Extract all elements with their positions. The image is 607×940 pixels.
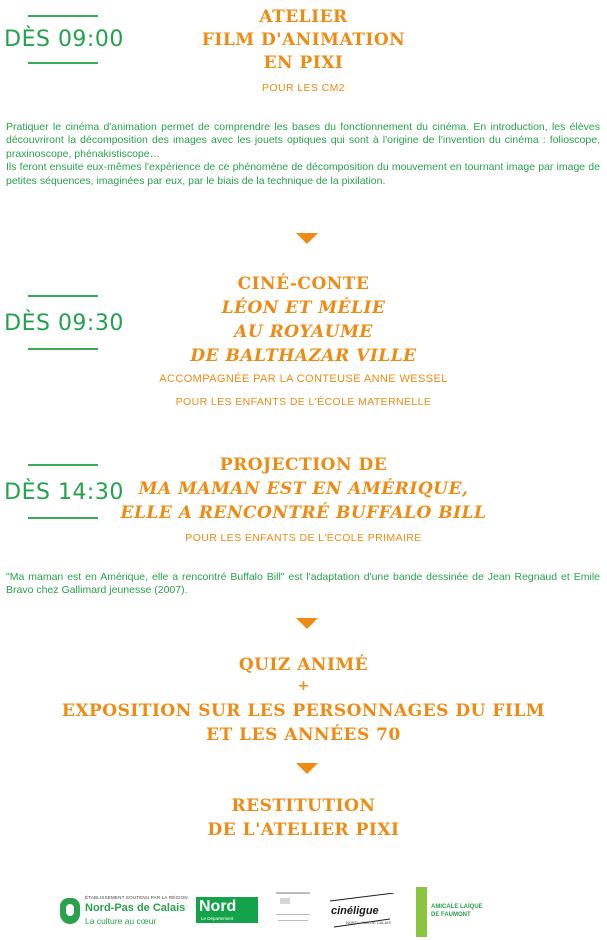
arrow-down-icon xyxy=(296,233,318,244)
exhibition-title: EXPOSITION SUR LES PERSONNAGES DU FILM xyxy=(61,701,546,721)
paragraph-text: Ils feront ensuite eux-mêmes l'expérience de ce phénomène de décomposition du mouvement en tournant image par image de petites séquences, imaginées par eux, par le biais de la technique de la pixilation. xyxy=(6,161,600,187)
exhibition-subtitle: ET LES ANNÉES 70 xyxy=(206,725,401,745)
audience-label: POUR LES ENFANTS DE L'ÉCOLE MATERNELLE xyxy=(175,396,432,408)
title-line: ELLE A RENCONTRÉ BUFFALO BILL xyxy=(120,503,487,523)
region-mark-icon xyxy=(60,898,80,924)
gov-bar xyxy=(276,892,310,894)
title-line: MA MAMAN EST EN AMÉRIQUE, xyxy=(138,479,469,499)
time-label: DÈS 09:00 xyxy=(4,27,124,52)
cineligue-logo xyxy=(328,893,396,929)
logo-name xyxy=(431,903,483,919)
logo-line: DE FAUMONT xyxy=(431,912,471,918)
title-line: EN PIXI xyxy=(263,53,344,73)
storyteller-label: ACCOMPAGNÉE PAR LA CONTEUSE ANNE WESSEL xyxy=(159,373,448,385)
restitution-subtitle: DE L'ATELIER PIXI xyxy=(207,820,400,840)
arrow-down-icon xyxy=(296,763,318,774)
nord-department-logo xyxy=(196,897,258,923)
audience-label: POUR LES ENFANTS DE L'ÉCOLE PRIMAIRE xyxy=(185,532,422,544)
gov-bar xyxy=(278,920,308,921)
arrow-down-icon xyxy=(296,618,318,629)
plus-sign: + xyxy=(297,678,310,694)
title-line: ATELIER xyxy=(259,7,348,27)
title-line: FILM D'ANIMATION xyxy=(201,30,406,50)
quiz-title: QUIZ ANIMÉ xyxy=(238,655,369,675)
title-line: PROJECTION DE xyxy=(219,455,388,475)
paragraph-text: Pratiquer le cinéma d'animation permet de comprendre les bases du fonctionnement du cinéma. En introduction, les élèves découvriront la décomposition des images avec les jouets optiques qui sont à l'origine de l'invention du cinéma : folioscope, praxinoscope, phénakistiscope… xyxy=(6,121,600,160)
logo-line: AMICALE LAÏQUE xyxy=(431,904,483,910)
session-title xyxy=(0,453,607,525)
government-logo xyxy=(276,890,310,928)
session-title xyxy=(0,6,607,75)
logo-sub: Le Département xyxy=(201,916,234,921)
amicale-laique-logo xyxy=(416,887,486,937)
description-paragraph xyxy=(6,121,600,188)
logo-small-text: ÉTABLISSEMENT SOUTENU PAR LA RÉGION xyxy=(85,895,188,900)
logo-name: cinéligue xyxy=(331,905,379,917)
audience-label: POUR LES CM2 xyxy=(262,82,345,94)
gov-flag-icon xyxy=(280,898,290,904)
session-title xyxy=(0,272,607,368)
restitution-title: RESTITUTION xyxy=(231,796,376,816)
logo-tagline: La culture au cœur xyxy=(85,916,157,926)
logo-sub: NORD · PAS DE CALAIS xyxy=(346,920,392,925)
title-line: LÉON ET MÉLIE xyxy=(221,298,386,318)
paragraph-text: "Ma maman est en Amérique, elle a rencontré Buffalo Bill" est l'adaptation d'une bande dessinée de Jean Regnaud et Emile Bravo chez Gallimard jeunesse (2007). xyxy=(6,571,600,597)
logo-name: Nord xyxy=(199,898,237,915)
title-line: CINÉ-CONTE xyxy=(237,274,370,294)
title-line: DE BALTHAZAR VILLE xyxy=(190,346,417,366)
title-line: AU ROYAUME xyxy=(234,322,373,342)
time-label: DÈS 09:30 xyxy=(4,311,124,336)
region-npdc-logo xyxy=(60,893,186,929)
logo-name: Nord-Pas de Calais xyxy=(85,902,186,914)
description-paragraph xyxy=(6,571,600,598)
amicale-bar-icon xyxy=(416,887,427,937)
time-label: DÈS 14:30 xyxy=(4,480,124,505)
gov-bar xyxy=(276,914,310,915)
